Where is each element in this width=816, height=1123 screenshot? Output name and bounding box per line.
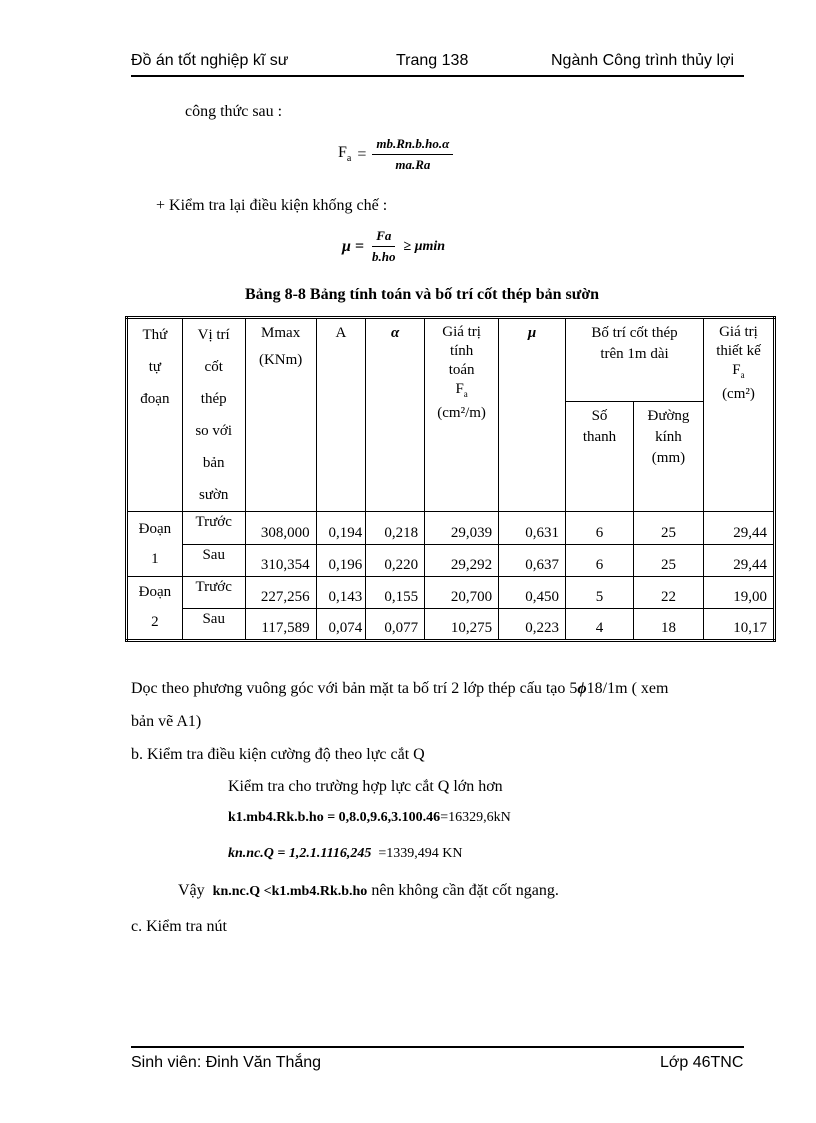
rebar-table [125,316,776,642]
check-condition-text: + Kiểm tra lại điều kiện khống chế : [156,197,388,214]
a-cell: 0,143 [316,577,366,609]
diameter-cell: 18 [633,609,703,641]
header-layout: Bố trí cốt thép trên 1m dài [566,318,704,402]
table-title: Bảng 8-8 Bảng tính toán và bố trí cốt thép bản sườn [245,286,600,303]
header-mmax: Mmax (KNm) [245,318,316,512]
fa-cell: 20,700 [425,577,499,609]
header-mu: μ [499,318,566,512]
fa-design-cell: 19,00 [703,577,774,609]
formula-mu-numerator: Fa [372,228,395,247]
formula-fa-lhs: $F_a$ [338,144,352,165]
equation-1 [228,810,511,826]
fa-design-cell: 29,44 [703,512,774,545]
formula-fa-denominator: ma.Ra [395,157,431,172]
mu-cell: 0,223 [499,609,566,641]
table-row [127,609,775,641]
header-fa-calc: Giá trị tính toán $F_a$ (cm²/m) [425,318,499,512]
mmax-cell: 310,354 [245,545,316,577]
formula-mu-denominator: b.ho [372,249,396,264]
header-rule [131,75,744,77]
equation-1-rhs: =16329,6kN [440,810,511,825]
alpha-cell: 0,155 [366,577,425,609]
bar-count-cell: 5 [566,577,634,609]
bar-count-cell: 6 [566,545,634,577]
mu-cell: 0,637 [499,545,566,577]
mmax-cell: 117,589 [245,609,316,641]
footer-student: Sinh viên: Đinh Văn Thắng [131,1054,322,1071]
header-a: A [316,318,366,512]
formula-mu: μ = $\frac{Fa}{b.ho}$ ≥ μmin [342,228,446,264]
phi-symbol: ϕ [577,680,587,697]
equation-2-rhs: =1339,494 KN [378,846,463,861]
alpha-cell: 0,220 [366,545,425,577]
section-b-heading: b. Kiểm tra điều kiện cường độ theo lực cắt Q [131,746,425,763]
check-case-text: Kiểm tra cho trường hợp lực cắt Q lớn hơn [228,778,503,795]
mmax-cell: 308,000 [245,512,316,545]
position-cell: Trước [182,512,245,545]
bar-count-cell: 4 [566,609,634,641]
fa-cell: 29,039 [425,512,499,545]
header-diameter: Đường kính (mm) [633,402,703,512]
table-row [127,577,775,609]
diameter-cell: 25 [633,512,703,545]
intro-text: công thức sau : [185,103,283,120]
alpha-cell: 0,077 [366,609,425,641]
conclusion-inequality: kn.nc.Q <k1.mb4.Rk.b.ho [212,884,368,899]
header-right: Ngành Công trình thủy lợi [551,52,735,69]
paragraph-rebar-layout-cont: bản vẽ A1) [131,713,202,730]
position-cell: Sau [182,609,245,641]
position-cell: Sau [182,545,245,577]
a-cell: 0,196 [316,545,366,577]
formula-mu-lhs: μ [342,237,351,255]
formula-fa-numerator: mb.Rn.b.ho.α [372,136,453,155]
alpha-cell: 0,218 [366,512,425,545]
formula-fa-fraction [372,136,453,173]
header-bar-count: Số thanh [566,402,634,512]
mu-cell: 0,450 [499,577,566,609]
formula-mu-rhs: ≥ μmin [403,238,446,254]
table-row [127,545,775,577]
equation-2-lhs: kn.nc.Q = 1,2.1.1116,245 [228,846,372,861]
formula-fa-eq: = [357,145,367,163]
a-cell: 0,194 [316,512,366,545]
fa-cell: 29,292 [425,545,499,577]
formula-mu-fraction [368,228,399,265]
equation-2 [228,846,462,862]
footer-rule [131,1046,744,1048]
a-cell: 0,074 [316,609,366,641]
header-order: Thứ tự đoạn [127,318,183,512]
mmax-cell: 227,256 [245,577,316,609]
mu-cell: 0,631 [499,512,566,545]
header-page-number: Trang 138 [396,52,469,69]
footer-class: Lớp 46TNC [660,1054,744,1071]
diameter-cell: 25 [633,545,703,577]
fa-design-cell: 10,17 [703,609,774,641]
header-left: Đồ án tốt nghiệp kĩ sư [131,52,289,69]
header-fa-design: Giá trị thiết kế $F_a$ (cm²) [703,318,774,512]
fa-design-cell: 29,44 [703,545,774,577]
table-row [127,512,775,545]
header-position: Vị trí cốt thép so với bản sườn [182,318,245,512]
paragraph-rebar-layout: Dọc theo phương vuông góc với bản mặt ta bố trí 2 lớp thép cấu tạo 5ϕ18/1m ( xem [131,680,669,697]
position-cell: Trước [182,577,245,609]
segment-1-cell: Đoạn 1 [127,512,183,577]
header-alpha: α [366,318,425,512]
section-c-heading: c. Kiểm tra nút [131,918,227,935]
fa-cell: 10,275 [425,609,499,641]
equation-1-lhs: k1.mb4.Rk.b.ho = 0,8.0,9.6,3.100.46 [228,810,441,825]
diameter-cell: 22 [633,577,703,609]
segment-2-cell: Đoạn 2 [127,577,183,641]
bar-count-cell: 6 [566,512,634,545]
formula-fa [338,136,453,173]
conclusion-text: Vậy kn.nc.Q <k1.mb4.Rk.b.ho nên không cần đặt cốt ngang. [178,882,559,899]
